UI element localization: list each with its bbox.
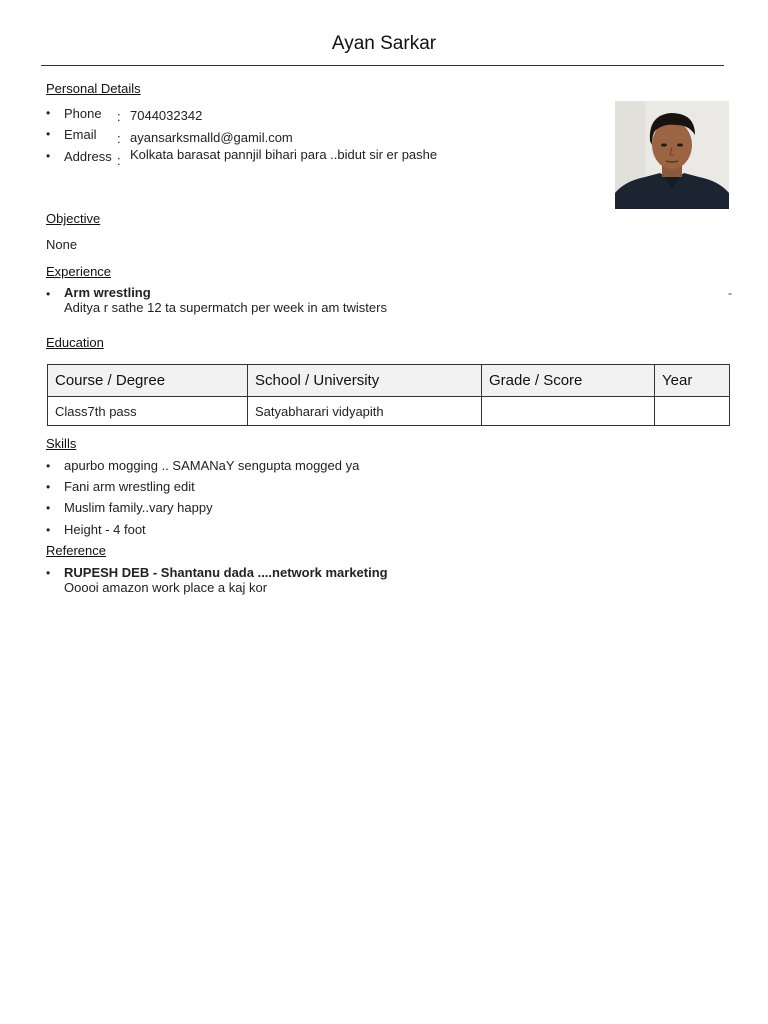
column-header-course: Course / Degree xyxy=(48,365,248,397)
skill-item: Muslim family..vary happy xyxy=(64,500,213,515)
objective-text: None xyxy=(46,237,78,252)
email-label: Email xyxy=(64,127,97,142)
title-divider xyxy=(41,65,724,66)
education-table xyxy=(47,364,730,426)
skill-item: Fani arm wrestling edit xyxy=(64,479,195,494)
experience-date-dash: - xyxy=(728,286,732,300)
bullet-icon: • xyxy=(46,480,51,494)
experience-item-description: Aditya r sathe 12 ta supermatch per week in am twisters xyxy=(64,300,387,315)
person-portrait-icon xyxy=(615,101,729,209)
cell-year xyxy=(655,397,730,426)
bullet-icon: • xyxy=(46,127,51,141)
reference-item-description: Ooooi amazon work place a kaj kor xyxy=(64,580,268,595)
experience-heading: Experience xyxy=(46,264,112,279)
bullet-icon: • xyxy=(46,566,51,580)
column-header-grade: Grade / Score xyxy=(482,365,655,397)
cell-school: Satyabharari vidyapith xyxy=(248,397,482,426)
education-heading: Education xyxy=(46,335,104,350)
table-row xyxy=(48,397,730,426)
skill-item: Height - 4 foot xyxy=(64,522,146,537)
address-label: Address xyxy=(64,149,112,164)
bullet-icon: • xyxy=(46,459,51,473)
profile-photo xyxy=(615,101,729,209)
objective-heading: Objective xyxy=(46,211,101,226)
phone-colon: : xyxy=(117,109,121,124)
bullet-icon: • xyxy=(46,149,51,163)
column-header-school: School / University xyxy=(248,365,482,397)
bullet-icon: • xyxy=(46,287,51,301)
personal-details-heading: Personal Details xyxy=(46,81,141,96)
email-value: ayansarksmalld@gamil.com xyxy=(130,130,293,145)
bullet-icon: • xyxy=(46,106,51,120)
reference-heading: Reference xyxy=(46,543,106,558)
phone-label: Phone xyxy=(64,106,102,121)
reference-item-title: RUPESH DEB - Shantanu dada ....network marketing xyxy=(64,565,388,580)
bullet-icon: • xyxy=(46,501,51,515)
cell-grade xyxy=(482,397,655,426)
email-colon: : xyxy=(117,131,121,146)
skills-heading: Skills xyxy=(46,436,77,451)
address-colon: : xyxy=(117,153,121,168)
column-header-year: Year xyxy=(655,365,730,397)
page-title: Ayan Sarkar xyxy=(331,33,437,54)
table-header-row xyxy=(48,365,730,397)
cell-course: Class7th pass xyxy=(48,397,248,426)
address-value: Kolkata barasat pannjil bihari para ..bidut sir er pashe xyxy=(130,147,438,162)
bullet-icon: • xyxy=(46,523,51,537)
phone-value: 7044032342 xyxy=(130,108,203,123)
experience-item-title: Arm wrestling xyxy=(64,285,151,300)
skill-item: apurbo mogging .. SAMANaY sengupta mogged ya xyxy=(64,458,360,473)
